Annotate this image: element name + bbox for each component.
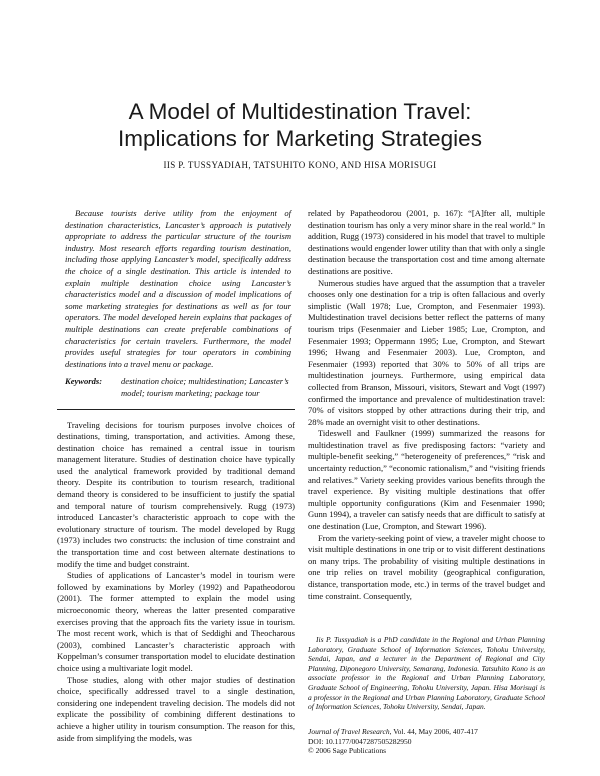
author-footnote [308, 635, 545, 712]
doi: DOI: 10.1177/0047287505282950 [308, 736, 412, 746]
paragraph: Traveling decisions for tourism purposes involve choices of destinations, timing, transportation, and activities. Among these, destination choice has remained a central issue in tourism management literature. Studies of destination choice have typically used the analytical framework provided by traditional demand theory. Despite its contribution to tourism research, traditional demand theory is considered to be insufficient to justify the spatial and temporal nature of tourism comprehensively. Rugg (1973) introduced Lancaster’s characteristic approach to cope with the evolutionary structure of tourism. The model developed by Rugg (1973) includes two constructs: the inclusion of time constraint and the transportation time and cost between alternate destinations to modify the time and budget constraint. [57, 419, 295, 569]
right-body [308, 208, 545, 602]
authors: IIS P. TUSSYADIAH, TATSUHITO KONO, AND HISA MORISUGI [163, 160, 437, 170]
title-line-2: Implications for Marketing Strategies [118, 126, 482, 151]
abstract-text: Because tourists derive utility from the enjoyment of destination characteristics, Lancaster’s approach is putatively appropriate to address the particular structure of the tourism industry. Most research efforts regarding tourism destination, including those applying Lancaster’s model, specifically address the choice of a single destination. This article is intended to explain multiple destination choice using Lancaster’s characteristics model and a discussion of model implications of some marketing strategies for destinations as well as for tour operators. The model developed herein explains that packages of multiple destinations can create preferable combinations of characteristics for certain travelers. Furthermore, the model provides useful strategies for tour operators in combining destinations into a travel menu or package. [65, 208, 291, 369]
paragraph: related by Papatheodorou (2001, p. 167): “[A]fter all, multiple destination tourism has only a very minor share in the real world.” In addition, Rugg (1973) considered in his model that travel to multiple destinations would engender lower utility than that with only a single destination because the transportation cost and time among alternate destinations are positive. [308, 208, 545, 276]
title-line-1: A Model of Multidestination Travel: [128, 99, 472, 124]
left-body [57, 420, 295, 745]
paragraph: Studies of applications of Lancaster’s model in tourism were followed by examinations by Morley (1992) and Papatheodorou (2001). The former attempted to explain the model using microeconomic theory, whereas the latter presented comparative exercises proving that the approach fits the variety issue in tourism. The most recent work, which is that of Seddighi and Theocharous (2003), combined Lancaster’s characteristic approach with Koppelman’s consumer transportation model to elucidate destination choice using a multivariate logit model. [57, 570, 295, 673]
journal-name: Journal of Travel Research, [308, 727, 392, 736]
paragraph: From the variety-seeking point of view, a traveler might choose to visit multiple destinations in one trip or to visit different destinations on many trips. The probability of visiting multiple destinations in one trip relies on travel mobility (geographical configuration, distance, transportation mode, etc.) in terms of the travel budget and time constraint. Consequently, [308, 532, 545, 601]
right-column [308, 208, 545, 602]
paragraph: Those studies, along with other major studies of destination choice, specifically addressed travel to a single destination, considering one independent traveling decision. The models did not explicate the possibility of combining different destinations to achieve a higher utility in tourism consumption. The reason for this, aside from simplifying the models, was [57, 674, 295, 743]
left-column [57, 208, 295, 744]
journal-citation [308, 727, 545, 737]
keywords [57, 376, 295, 399]
abstract-divider [57, 409, 295, 410]
paragraph: Numerous studies have argued that the assumption that a traveler chooses only one destination for a trip is often fallacious and overly simplistic (Wall 1978; Lue, Crompton, and Fesenmaier 1993). Multidestination travel decisions better reflect the patterns of many tourism trips (Fesenmaier and Lieber 1985; Lue, Crompton, and Fesenmaier 1993; Oppermann 1995; Lue, Crompton, and Stewart 1996; Hwang and Fesenmaier 2003). Lue, Crompton, and Fesenmaier (1993) reported that 30% to 50% of all trips are multidestination journeys. Furthermore, using empirical data collected from Branson, Missouri, visitors, Stewart and Vogt (1997) confirmed the importance and prevalence of multidestination travel: 70% of visitors stopped by other attractions during their trip, and 28% made an overnight visit to other destinations. [308, 277, 545, 427]
abstract [57, 208, 295, 370]
keywords-label: Keywords: [65, 376, 103, 387]
journal-issue: Vol. 44, May 2006, 407-417 [393, 727, 478, 736]
keywords-text: destination choice; multidestination; Lancaster’s model; tourism marketing; package tour [121, 376, 289, 398]
article-title [0, 98, 600, 152]
paragraph: Tideswell and Faulkner (1999) summarized the reasons for multidestination travel as five predisposing factors: “variety and multiple-benefit seeking,” “heterogeneity of preferences,” “risk and uncertainty reduction,” “economic rationalism,” and “visiting friends and relatives.” Variety seeking provides various benefits through the travel experience. By visiting multiple destinations that offer multiple opportunity configurations (Kim and Fesenmaier 1990; Gunn 1994), a traveler can satisfy needs that are difficult to satisfy at one destination (Lue, Crompton, and Stewart 1996). [308, 428, 545, 532]
copyright: © 2006 Sage Publications [308, 746, 386, 756]
footnote-text: Iis P. Tussyadiah is a PhD candidate in the Regional and Urban Planning Laboratory, Graduate School of Information Sciences, Tohoku University, Sendai, Japan, and a lecturer in the Department of Regional and City Planning, Diponegoro University, Semarang, Indonesia. Tatsuhito Kono is an associate professor in the Regional and Urban Planning Laboratory, Graduate School of Engineering, Tohoku University, Japan. Hisa Morisugi is a professor in the Regional and Urban Planning Laboratory, Graduate School of Information Sciences, Tohoku University, Sendai, Japan. [308, 635, 545, 712]
journal-info [308, 727, 545, 756]
